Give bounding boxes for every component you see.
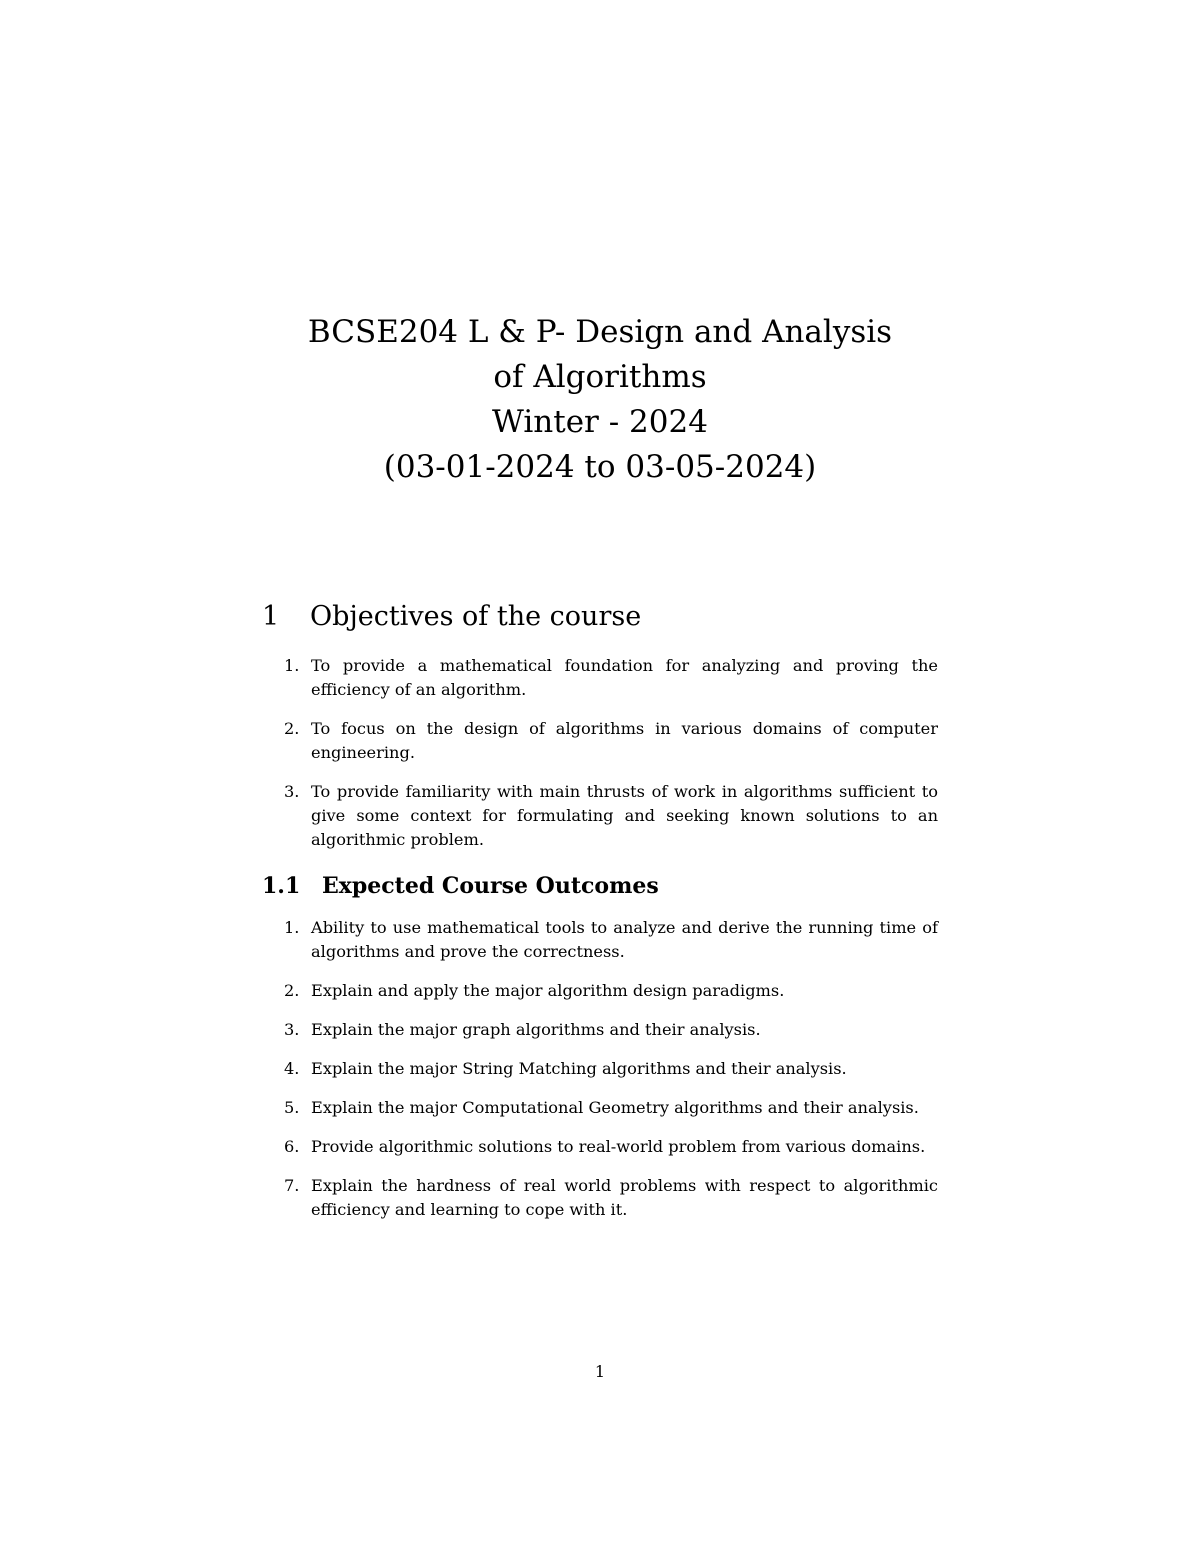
subsection-heading-outcomes [262,873,659,899]
page-number: 1 [594,1362,606,1381]
list-item-text: Explain the major graph algorithms and their analysis. [311,1020,761,1039]
list-marker: 6. [284,1137,300,1156]
list-item-text: Provide algorithmic solutions to real-world problem from various domains. [311,1137,926,1156]
list-marker: 5. [284,1098,300,1117]
list-item-text: Explain the major Computational Geometry algorithms and their analysis. [311,1098,919,1117]
list-marker: 3. [284,782,300,801]
section-number: 1 [262,601,280,632]
outcomes-list [262,916,938,1237]
list-item [262,1057,938,1081]
document-title [0,310,1200,490]
list-marker: 2. [284,719,300,738]
title-line-semester: Winter - 2024 [492,404,708,440]
list-item-text: To focus on the design of algorithms in various domains of computer engineering. [311,719,938,762]
subsection-number: 1.1 [262,873,301,899]
list-item-text: Ability to use mathematical tools to analyze and derive the running time of algorithms and prove the correctness. [311,918,938,961]
list-marker: 3. [284,1020,300,1039]
list-item [262,780,938,852]
subsection-title: Expected Course Outcomes [322,873,659,899]
list-item [262,1018,938,1042]
list-marker: 4. [284,1059,300,1078]
section-heading-objectives [262,601,641,632]
title-line-dates: (03-01-2024 to 03-05-2024) [383,449,817,485]
list-item [262,1135,938,1159]
list-marker: 2. [284,981,300,1000]
list-item [262,979,938,1003]
list-item [262,654,938,702]
objectives-list [262,654,938,867]
list-item-text: Explain and apply the major algorithm design paradigms. [311,981,785,1000]
list-item [262,1096,938,1120]
section-title: Objectives of the course [310,601,642,632]
list-item-text: Explain the hardness of real world problems with respect to algorithmic efficiency and learning to cope with it. [311,1176,938,1219]
list-marker: 1. [284,656,300,675]
list-marker: 7. [284,1176,300,1195]
list-item [262,717,938,765]
title-line-course-cont: of Algorithms [493,359,707,395]
list-marker: 1. [284,918,300,937]
list-item [262,1174,938,1222]
list-item-text: Explain the major String Matching algorithms and their analysis. [311,1059,847,1078]
list-item [262,916,938,964]
list-item-text: To provide a mathematical foundation for analyzing and proving the efficiency of an algorithm. [311,656,938,699]
title-line-course: BCSE204 L & P- Design and Analysis [307,314,893,350]
list-item-text: To provide familiarity with main thrusts of work in algorithms sufficient to give some context for formulating and seeking known solutions to an algorithmic problem. [311,782,938,849]
